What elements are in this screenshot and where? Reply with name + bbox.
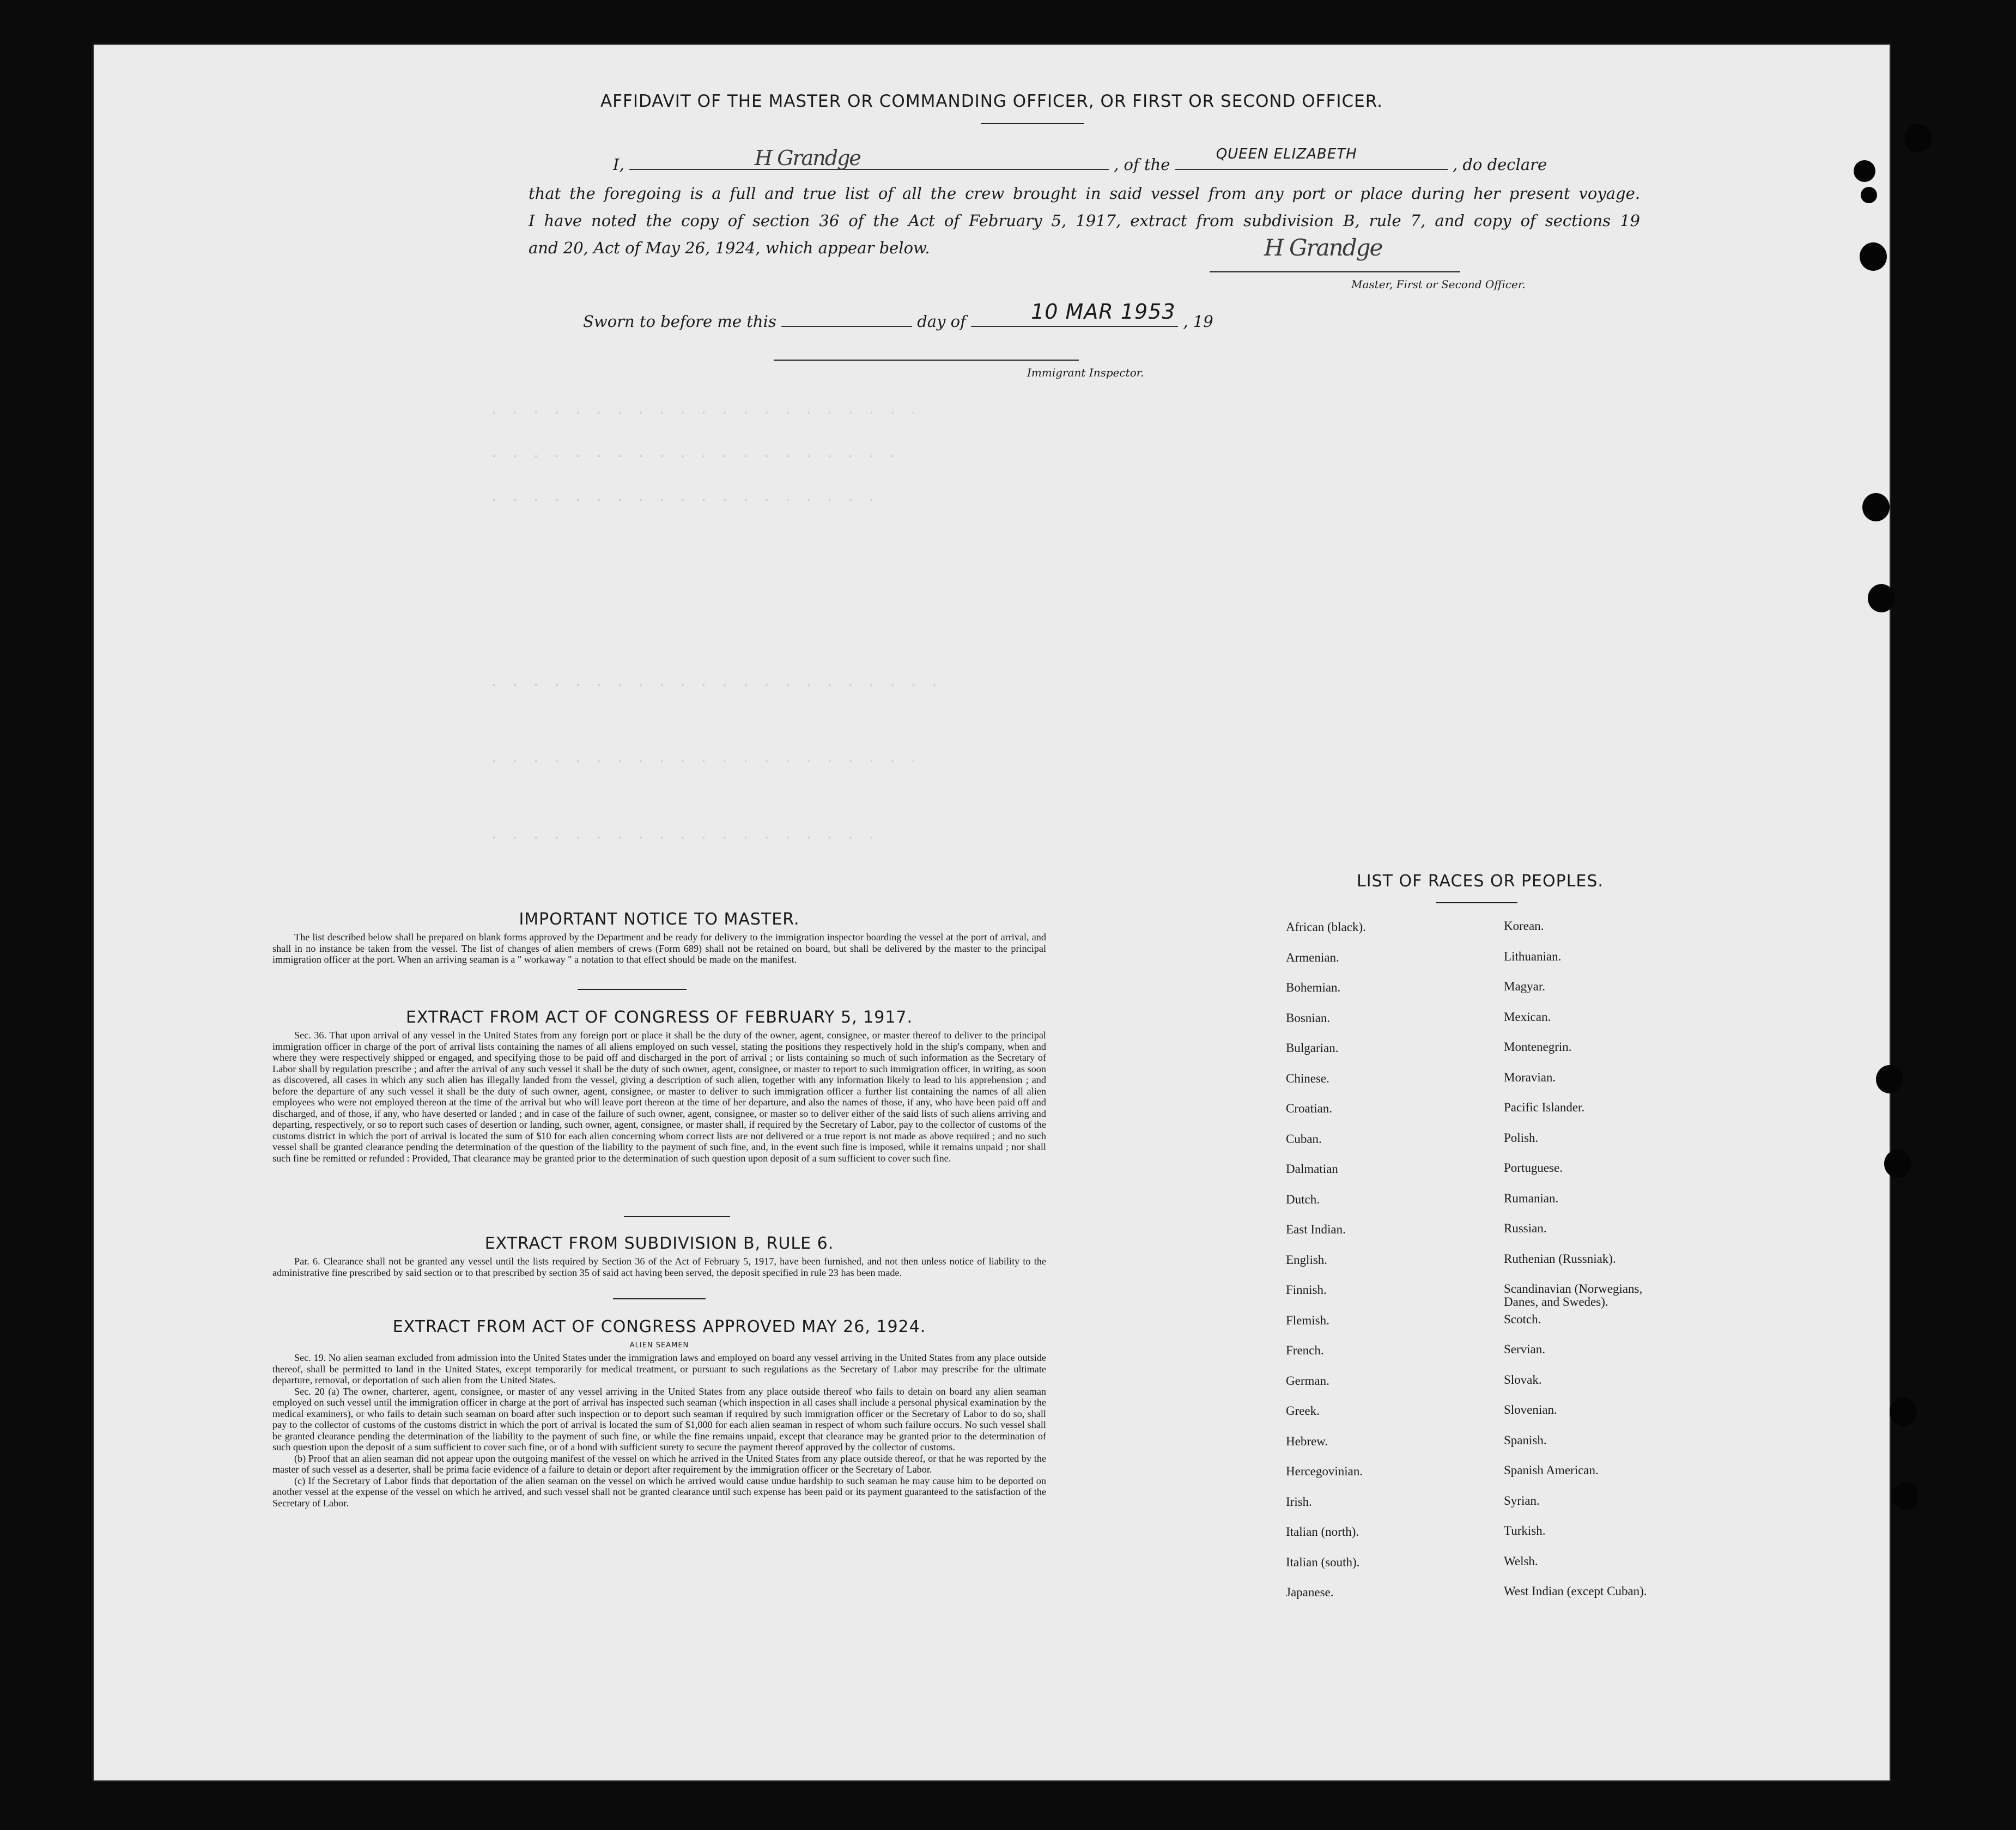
bleed-through-row: . . . . . . . . . . . . . . . . . . . . .	[490, 752, 921, 765]
affidavit-text-1: that the foregoing is a full and true list of all the crew brought in said vessel from any port or place during her present voyage.	[529, 184, 1640, 203]
race-item: Mexican.	[1504, 1010, 1551, 1024]
do-declare-label: , do declare	[1452, 155, 1547, 174]
races-right-column	[1504, 920, 1647, 1615]
vessel-name: QUEEN ELIZABETH	[1216, 146, 1357, 162]
race-item: Japanese.	[1286, 1585, 1334, 1599]
extract-subdivision-heading: EXTRACT FROM SUBDIVISION B, RULE 6.	[484, 1234, 834, 1253]
affidavit-line-1	[613, 146, 1648, 174]
race-item: Flemish.	[1286, 1313, 1329, 1327]
bleed-through-row: . . . . . . . . . . . . . . . . . . . . . .	[490, 676, 942, 689]
race-item: Scotch.	[1504, 1312, 1541, 1326]
binder-hole	[1861, 187, 1877, 203]
master-name-field	[629, 146, 1109, 170]
race-item: Scandinavian (Norwegians, Danes, and Swedes).	[1504, 1282, 1643, 1309]
binder-hole	[1904, 124, 1932, 153]
extract-1924-heading: EXTRACT FROM ACT OF CONGRESS APPROVED MAY 26, 1924.	[392, 1317, 926, 1336]
affidavit-heading: AFFIDAVIT OF THE MASTER OR COMMANDING OFFICER, OR FIRST OR SECOND OFFICER.	[600, 92, 1383, 111]
races-heading: LIST OF RACES OR PEOPLES.	[1357, 872, 1604, 891]
affidavit-i-label: I,	[613, 155, 624, 174]
binder-hole	[1890, 1397, 1917, 1426]
race-item: Polish.	[1504, 1130, 1539, 1145]
date-stamp: 10 MAR 1953	[1031, 300, 1176, 324]
race-item: Irish.	[1286, 1494, 1312, 1509]
race-item: Slovak.	[1504, 1372, 1542, 1387]
race-item: Croatian.	[1286, 1102, 1332, 1115]
bleed-through-row: . . . . . . . . . . . . . . . . . . . .	[490, 447, 900, 460]
race-item: Spanish American.	[1504, 1463, 1599, 1477]
extract-subdivision-text	[272, 1256, 1046, 1278]
race-item: Cuban.	[1286, 1132, 1322, 1146]
divider	[981, 123, 1084, 124]
race-item: Bosnian.	[1286, 1011, 1331, 1025]
sec-20c-paragraph: (c) If the Secretary of Labor finds that deportation of the alien seaman on the vessel on which he arrived would cause undue hardship to such seaman he may cause him to be deported on another vessel at the expense of the vessel on which he arrived, and such vessel shall not be granted clearance until such expense has been paid or its payment guaranteed to the satisfaction of the Secretary of Labor.	[272, 1475, 1046, 1509]
vessel-name-field	[1175, 146, 1448, 170]
notice-paragraph: The list described below shall be prepared on blank forms approved by the Department and be ready for delivery to the immigration inspector boarding the vessel at the port of arrival, and shall in no instance be taken from the vessel. The list of changes of alien members of crews (Form 689) shall not be retained on board, but shall be delivered by the master to the principal immigration officer at the port. When an arriving seaman is a " workaway " a notation to that effect should be made on the manifest.	[272, 932, 1046, 965]
inspector-signature-line	[774, 360, 1079, 361]
sworn-line	[583, 300, 1291, 331]
affidavit-text-3: and 20, Act of May 26, 1924, which appear below.	[529, 239, 930, 257]
race-item: Greek.	[1286, 1404, 1320, 1418]
master-signature-1: H Grandge	[754, 146, 860, 170]
binder-hole	[1892, 1482, 1919, 1510]
race-item: Rumanian.	[1504, 1191, 1559, 1205]
year-suffix: , 19	[1183, 312, 1213, 331]
race-item: Servian.	[1504, 1342, 1546, 1356]
race-item: Russian.	[1504, 1221, 1547, 1235]
notice-text	[272, 932, 1046, 965]
extract-1924-text	[272, 1352, 1046, 1509]
extract-1917-heading: EXTRACT FROM ACT OF CONGRESS OF FEBRUARY 5, 1917.	[405, 1008, 913, 1027]
race-item: Chinese.	[1286, 1071, 1329, 1085]
race-item: Hercegovinian.	[1286, 1464, 1363, 1478]
race-item: Bulgarian.	[1286, 1041, 1339, 1055]
binder-hole	[1854, 160, 1875, 182]
master-officer-label: Master, First or Second Officer.	[1351, 278, 1526, 291]
binder-hole	[1862, 493, 1890, 521]
race-item: Dalmatian	[1286, 1162, 1338, 1176]
binder-hole	[1884, 1150, 1911, 1178]
signature-line	[1210, 271, 1460, 272]
race-item: Syrian.	[1504, 1493, 1540, 1507]
binder-hole	[1876, 1065, 1903, 1093]
race-item: Portuguese.	[1504, 1161, 1563, 1175]
extract-subdivision-paragraph: Par. 6. Clearance shall not be granted any vessel until the lists required by Section 36 of the Act of February 5, 1917, have been furnished, and not then unless notice of liability to the administrative fine prescribed by said section or to that prescribed by section 35 of said act having been served, the deposit specified in rule 23 has been made.	[272, 1256, 1046, 1278]
bleed-through-row: . . . . . . . . . . . . . . . . . . .	[490, 828, 879, 842]
binder-hole	[1860, 242, 1887, 271]
alien-seamen-subheading: ALIEN SEAMEN	[629, 1341, 689, 1349]
divider	[1436, 902, 1517, 903]
race-item: Bohemian.	[1286, 981, 1341, 994]
extract-1917-text	[272, 1030, 1046, 1164]
race-item: German.	[1286, 1373, 1329, 1388]
inspector-label: Immigrant Inspector.	[1027, 366, 1144, 379]
affidavit-text-2: I have noted the copy of section 36 of the Act of February 5, 1917, extract from subdivision B, rule 7, and copy of sections 19	[529, 211, 1640, 230]
race-item: Pacific Islander.	[1504, 1101, 1585, 1114]
bleed-through-row: . . . . . . . . . . . . . . . . . . .	[490, 490, 879, 504]
race-item: Turkish.	[1504, 1524, 1546, 1537]
race-item: Magyar.	[1504, 980, 1546, 993]
race-item: English.	[1286, 1253, 1328, 1267]
race-item: East Indian.	[1286, 1223, 1346, 1236]
notice-heading: IMPORTANT NOTICE TO MASTER.	[519, 910, 800, 929]
race-item: African (black).	[1286, 920, 1366, 934]
races-left-column	[1286, 921, 1366, 1616]
bleed-through-row: . . . . . . . . . . . . . . . . . . . . .	[490, 403, 921, 417]
race-item: Armenian.	[1286, 950, 1339, 964]
of-the-label: , of the	[1114, 155, 1170, 174]
race-item: Lithuanian.	[1504, 949, 1562, 963]
race-item: Ruthenian (Russniak).	[1504, 1251, 1616, 1266]
sworn-day-field	[781, 311, 912, 327]
sec-19-paragraph: Sec. 19. No alien seaman excluded from admission into the United States under the immigration laws and employed on board any vessel arriving in the United States from any place outside thereof, shall be permitted to land in the United States, except temporarily for medical treatment, or pursuant to such regulations as the Secretary of Labor may prescribe for the ultimate departure, removal, or deportation of such alien from the United States.	[272, 1352, 1046, 1385]
master-signature-2: H Grandge	[1264, 234, 1382, 261]
race-item: Moravian.	[1504, 1070, 1556, 1084]
race-item: West Indian (except Cuban).	[1504, 1584, 1647, 1598]
document-page	[93, 44, 1891, 1782]
race-item: Italian (north).	[1286, 1525, 1359, 1539]
divider	[578, 989, 687, 990]
race-item: Welsh.	[1504, 1554, 1538, 1568]
race-item: Montenegrin.	[1504, 1040, 1572, 1054]
divider	[624, 1216, 730, 1217]
sec-20a-paragraph: Sec. 20 (a) The owner, charterer, agent, consignee, or master of any vessel arriving in the United States from any place outside thereof who fails to detain on board any alien seaman employed on such vessel until the immigration officer in charge at the port of arrival has inspected such seaman (which inspection in all cases shall include a personal physical examination by the medical examiners), or who fails to detain such seaman on board after such inspection or to deport such seaman if required by such immigration officer or the Secretary of Labor to do so, shall pay to the collector of customs of the customs district in which the port of arrival is located the sum of $1,000 for each alien seaman in respect of whom such failure occurs. No such vessel shall be granted clearance pending the determination of the liability to the payment of such fine, or while the fine remains unpaid, except that clearance may be granted prior to the determination of such question upon the deposit of a sum sufficient to cover such fine, or of a bond with sufficient surety to secure the payment thereof approved by the collector of customs.	[272, 1385, 1046, 1452]
binder-hole	[1868, 584, 1895, 612]
extract-1917-paragraph: Sec. 36. That upon arrival of any vessel in the United States from any foreign port or place it shall be the duty of the owner, agent, consignee, or master thereof to deliver to the principal immigration officer in charge of the port of arrival lists containing the names of all aliens employed on such vessel, stating the positions they respectively hold in the ship's company, when and where they were respectively shipped or engaged, and specifying those to be paid off and discharged in the port of arrival ; or lists containing so much of such information as the Secretary of Labor shall by regulation prescribe ; and after the arrival of any such vessel it shall be the duty of such owner, agent, consignee, or master to report to such immigration officer, in writing, as soon as discovered, all cases in which any such alien has illegally landed from the vessel, giving a description of such alien, together with any information likely to lead to his apprehension ; and before the departure of any such vessel it shall be the duty of such owner, agent, consignee, or master to deliver to such immigration officer a further list containing the names of all alien employees who were not employed thereon at the time of the arrival but who will leave port thereon at the time of her departure, and also the names of those, if any, who have been paid off and discharged, and of those, if any, who have deserted or landed ; and in case of the failure of such owner, agent, consignee, or master so to deliver either of the said lists of such aliens arriving and departing, respectively, or so to report such cases of desertion or landing, such owner, agent, consignee, or master shall, if required by the Secretary of Labor, pay to the collector of customs of the customs district in which the port of arrival is located the sum of $10 for each alien concerning whom correct lists are not delivered or a true report is not made as above required ; and no such vessel shall be granted clearance pending the determination of the question of the liability to the payment of such fine, and, in the event such fine is imposed, while it remains unpaid ; nor shall such fine be remitted or refunded : Provided, That clearance may be granted prior to the determination of such question upon deposit of a sum sufficient to cover such fine.	[272, 1030, 1046, 1164]
race-item: Italian (south).	[1286, 1555, 1360, 1569]
sworn-label: Sworn to before me this	[583, 312, 776, 331]
race-item: Korean.	[1504, 919, 1544, 933]
sworn-date-field	[971, 300, 1178, 327]
race-item: Spanish.	[1504, 1433, 1547, 1447]
race-item: Finnish.	[1286, 1283, 1327, 1297]
race-item: Slovenian.	[1504, 1403, 1557, 1416]
race-item: Dutch.	[1286, 1192, 1320, 1206]
race-item: French.	[1286, 1343, 1324, 1357]
sec-20b-paragraph: (b) Proof that an alien seaman did not appear upon the outgoing manifest of the vessel on which he arrived in the United States from any place outside thereof, or that he was reported by the master of such vessel as a deserter, shall be prima facie evidence of a failure to detain or deport after requirement by the immigration officer or the Secretary of Labor.	[272, 1452, 1046, 1475]
race-item: Hebrew.	[1286, 1434, 1328, 1448]
day-of-label: day of	[917, 312, 966, 331]
divider	[613, 1298, 706, 1299]
